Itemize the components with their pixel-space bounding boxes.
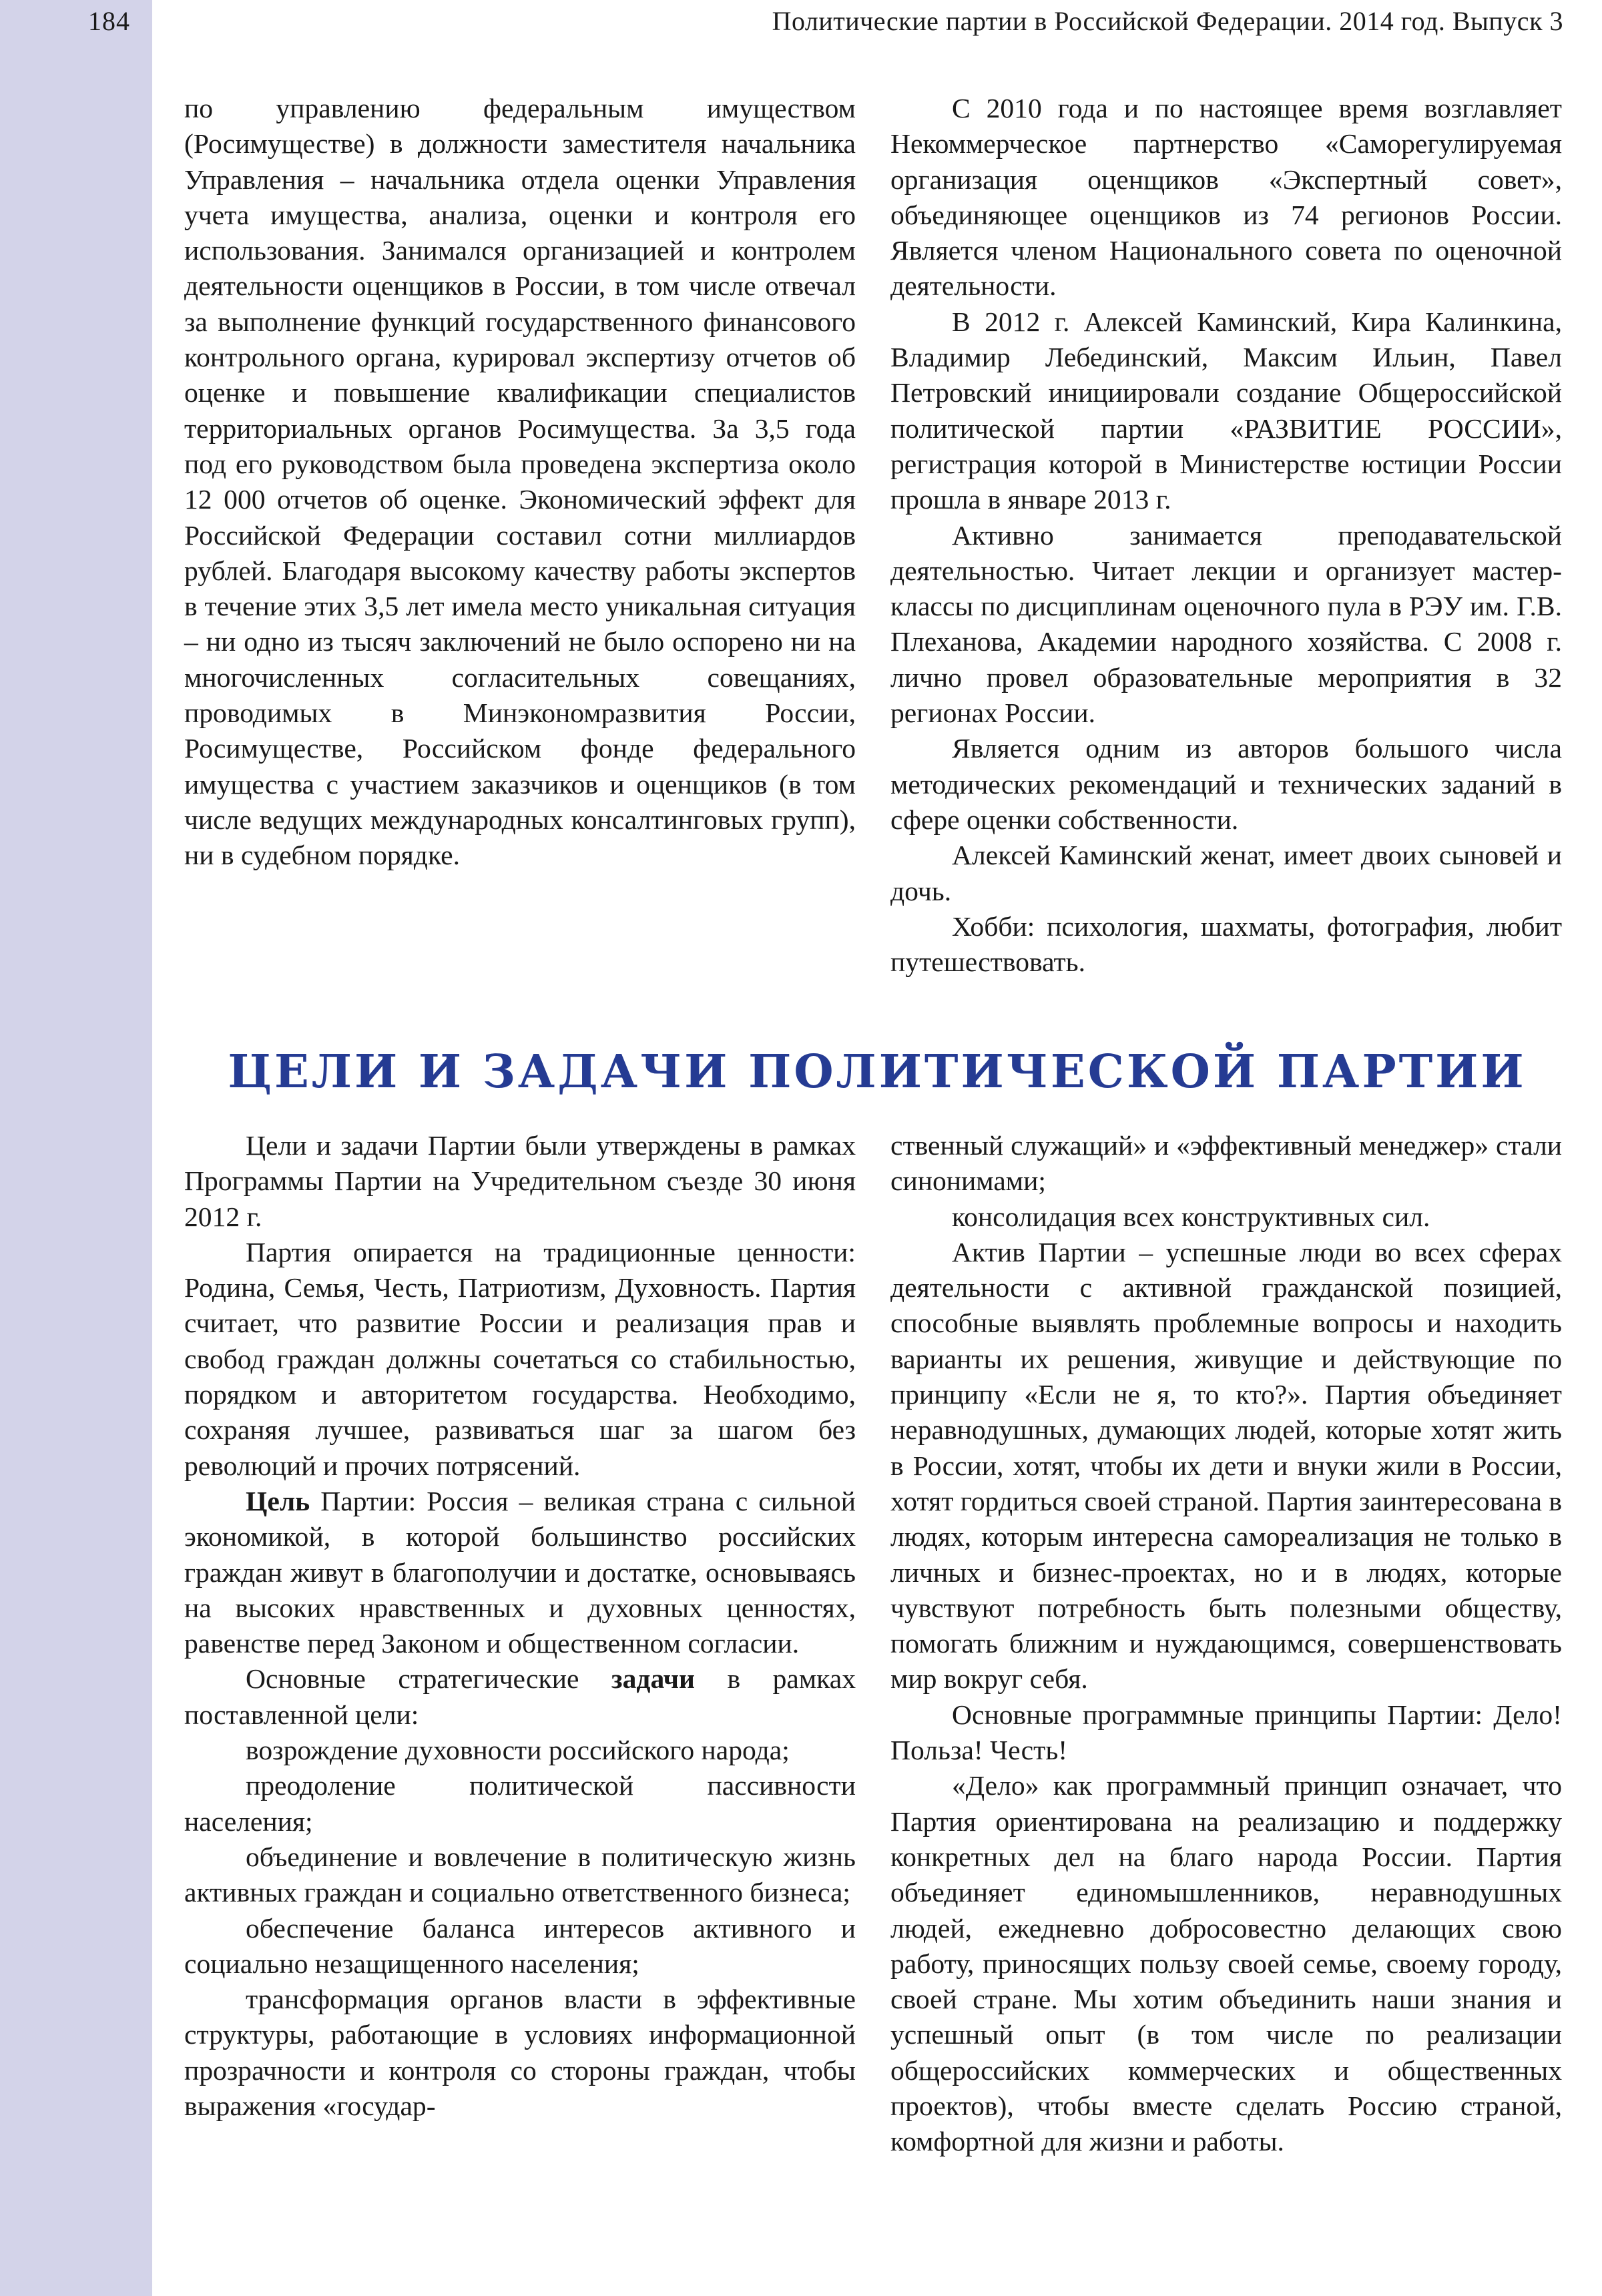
paragraph: Актив Партии – успешные люди во всех сферах деятельности с активной гражданской позицией, способные выявлять проблемные вопросы и находить варианты их решения, живущие и действующие по принципу «Если не я, то кто?». Партия объединяет неравнодушных, думающих людей, которые хотят жить в России, хотят, чтобы их дети и внуки жили в России, хотят гордиться своей страной. Партия заинтересована в людях, которым интересна самореализация не только в личных и бизнес-проектах, но и в людях, которые чувствуют потребность быть полезными обществу, помогать ближним и нуждающимся, совершенствовать мир вокруг себя. xyxy=(890,1236,1562,1695)
tasks-label: задачи xyxy=(611,1663,695,1695)
paragraph: В 2012 г. Алексей Каминский, Кира Калинкина, Владимир Лебединский, Максим Ильин, Павел Петровский инициировали создание Общероссийской политической партии «РАЗВИТИЕ РОССИИ», регистрация которой в Министерстве юстиции России прошла в январе 2013 г. xyxy=(890,306,1562,515)
paragraph: Хобби: психология, шахматы, фотография, любит путешествовать. xyxy=(890,910,1562,978)
side-band xyxy=(0,0,152,2296)
paragraph: Партия опирается на традиционные ценности: Родина, Семья, Честь, Патриотизм, Духовность. Партия считает, что развитие России и реализация прав и свобод граждан должны сочетаться со стабильностью, порядком и авторитетом государства. Необходимо, сохраняя лучшее, развиваться шаг за шагом без революций и прочих потрясений. xyxy=(184,1236,856,1481)
paragraph: Цели и задачи Партии были утверждены в рамках Программы Партии на Учредительном съезде 30 июня 2012 г. xyxy=(184,1130,856,1232)
page-number: 184 xyxy=(88,6,130,36)
paragraph: Основные программные принципы Партии: Дело! Польза! Честь! xyxy=(890,1699,1562,1766)
paragraph: ственный служащий» и «эффективный менеджер» стали синонимами; xyxy=(890,1130,1562,1197)
task-item: трансформация органов власти в эффективные структуры, работающие в условиях информационной прозрачности и контроля со стороны граждан, чтобы выражения «государ- xyxy=(184,1984,856,2122)
task-item: преодоление политической пассивности населения; xyxy=(184,1770,856,1837)
running-title: Политические партии в Российской Федерации. 2014 год. Выпуск 3 xyxy=(772,6,1563,36)
goal-paragraph xyxy=(184,1484,856,1661)
task-item: возрождение духовности российского народа; xyxy=(246,1735,790,1766)
task-item: объединение и вовлечение в политическую жизнь активных граждан и социально ответственного бизнеса; xyxy=(184,1841,856,1908)
goal-label: Цель xyxy=(246,1485,310,1516)
column-top-right xyxy=(890,91,1562,980)
paragraph: Алексей Каминский женат, имеет двоих сыновей и дочь. xyxy=(890,840,1562,906)
paragraph: «Дело» как программный принцип означает, что Партия ориентирована на реализацию и поддержку конкретных дел на благо народа России. Партия объединяет единомышленников, неравнодушных людей, ежедневно добросовестно делающих свою работу, приносящих пользу своей семье, своему городу, своей стране. Мы хотим объединить наши знания и успешный опыт (в том числе по реализации общероссийских коммерческих и общественных проектов), чтобы вместе сделать Россию страной, комфортной для жизни и работы. xyxy=(890,1770,1562,2157)
column-bottom-right xyxy=(890,1128,1562,2160)
paragraph: Активно занимается преподавательской деятельностью. Читает лекции и организует мастер-классы по дисциплинам оценочного пула в РЭУ им. Г.В. Плеханова, Академии народного хозяйства. С 2008 г. лично провел образовательные мероприятия в 32 регионах России. xyxy=(890,519,1562,729)
tasks-intro-text: Основные стратегические xyxy=(246,1663,611,1695)
column-bottom-left xyxy=(184,1128,856,2124)
paragraph: С 2010 года и по настоящее время возглавляет Некоммерческое партнерство «Саморегулируемая организация оценщиков «Экспертный совет», объединяющее оценщиков из 74 регионов России. Является членом Национального совета по оценочной деятельности. xyxy=(890,93,1562,302)
task-item: обеспечение баланса интересов активного и социально незащищенного населения; xyxy=(184,1912,856,1979)
tasks-intro xyxy=(184,1661,856,1733)
goal-text: Партии: Россия – великая страна с сильной экономикой, в которой большинство российских граждан живут в благополучии и достатке, основываясь на высоких нравственных и духовных ценностях, равенстве перед Законом и общественном согласии. xyxy=(184,1485,856,1659)
tasks-intro-text: в рамках поставленной цели: xyxy=(184,1663,856,1730)
paragraph: консолидация всех конструктивных сил. xyxy=(952,1201,1430,1232)
paragraph: Является одним из авторов большого числа методических рекомендаций и технических заданий в сфере оценки собственности. xyxy=(890,733,1562,835)
column-top-left xyxy=(184,91,856,874)
section-heading: ЦЕЛИ И ЗАДАЧИ ПОЛИТИЧЕСКОЙ ПАРТИИ xyxy=(228,1045,1527,1099)
paragraph: по управлению федеральным имуществом (Росимуществе) в должности заместителя начальника Управления – начальника отдела оценки Управления учета имущества, анализа, оценки и контроля его использования. Занимался организацией и контролем деятельности оценщиков в России, в том числе отвечал за выполнение функций государственного финансового контрольного органа, курировал экспертизу отчетов об оценке и повышение квалификации специалистов территориальных органов Росимущества. За 3,5 года под его руководством была проведена экспертиза около 12 000 отчетов об оценке. Экономический эффект для Российской Федерации составил сотни миллиардов рублей. Благодаря высокому качеству работы экспертов в течение этих 3,5 лет имела место уникальная ситуация – ни одно из тысяч заключений не было оспорено ни на многочисленных согласительных совещаниях, проводимых в Минэкономразвития России, Росимуществе, Российском фонде федерального имущества с участием заказчиков и оценщиков (в том числе ведущих международных консалтинговых групп), ни в судебном порядке. xyxy=(184,93,856,871)
